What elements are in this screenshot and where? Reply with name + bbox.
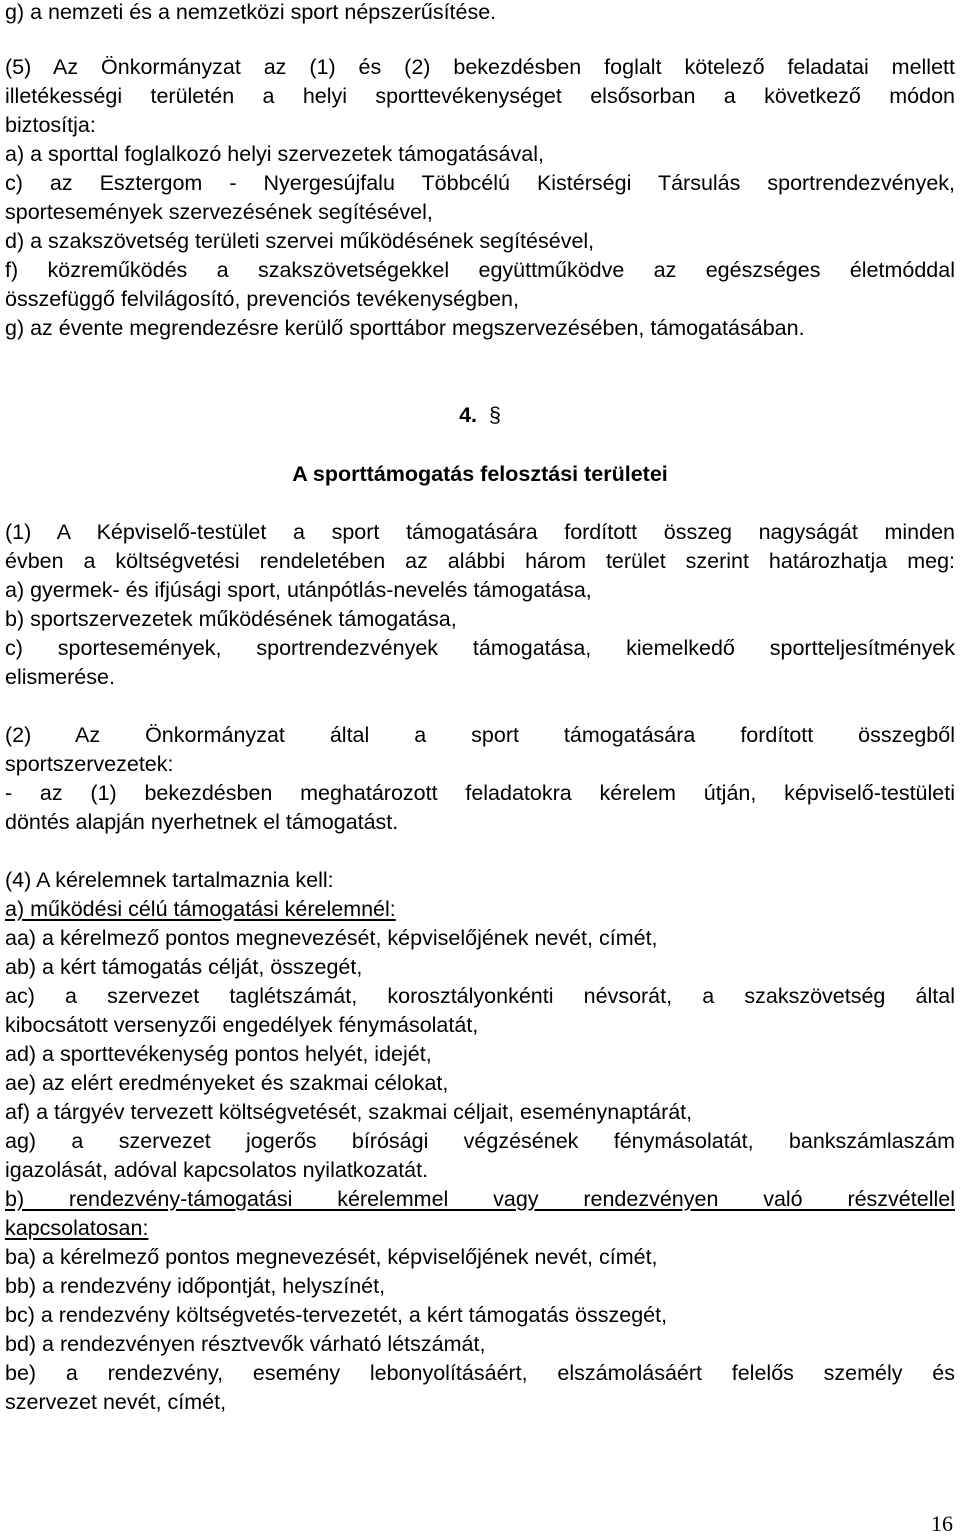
list-item: ba) a kérelmező pontos megnevezését, képviselőjének nevét, címét,: [5, 1245, 658, 1269]
subheading-underlined: kapcsolatosan:: [5, 1216, 149, 1240]
subheading-underlined: b) rendezvény-támogatási kérelemmel vagy rendezvényen való részvétellel: [5, 1187, 955, 1211]
paragraph-line: biztosítja:: [5, 113, 96, 137]
paragraph-line: g) a nemzeti és a nemzetközi sport népszerűsítése.: [5, 0, 497, 24]
list-item: c) az Esztergom - Nyergesújfalu Többcélú Kistérségi Társulás sportrendezvények,: [5, 171, 955, 195]
paragraph-line: kibocsátott versenyzői engedélyek fénymásolatát,: [5, 1013, 479, 1037]
list-item: aa) a kérelmező pontos megnevezését, képviselőjének nevét, címét,: [5, 926, 658, 950]
section-number: 4.: [459, 403, 477, 427]
paragraph-line: igazolását, adóval kapcsolatos nyilatkozatát.: [5, 1158, 429, 1182]
list-item: d) a szakszövetség területi szervei működésének segítésével,: [5, 229, 595, 253]
list-item: a) gyermek- és ifjúsági sport, utánpótlás-nevelés támogatása,: [5, 578, 592, 602]
paragraph-line: sportesemények szervezésének segítésével,: [5, 200, 433, 224]
section-heading: [5, 401, 955, 429]
page-number: 16: [931, 1511, 953, 1536]
paragraph-line: illetékességi területén a helyi sporttevékenységet elsősorban a következő módon: [5, 84, 955, 108]
list-item: af) a tárgyév tervezett költségvetését, szakmai céljait, eseménynaptárát,: [5, 1100, 693, 1124]
list-item: ad) a sporttevékenység pontos helyét, idejét,: [5, 1042, 432, 1066]
list-item: bc) a rendezvény költségvetés-tervezetét, a kért támogatás összegét,: [5, 1303, 668, 1327]
paragraph-line: (2) Az Önkormányzat által a sport támogatására fordított összegből: [5, 723, 955, 747]
list-item: f) közreműködés a szakszövetségekkel együttműködve az egészséges életmóddal: [5, 258, 955, 282]
paragraph-line: (4) A kérelemnek tartalmaznia kell:: [5, 868, 334, 892]
list-item: bb) a rendezvény időpontját, helyszínét,: [5, 1274, 386, 1298]
paragraph-line: szervezet nevét, címét,: [5, 1390, 227, 1414]
paragraph-line: elismerése.: [5, 665, 115, 689]
list-item: b) sportszervezetek működésének támogatása,: [5, 607, 457, 631]
paragraph-line: összefüggő felvilágosító, prevenciós tevékenységben,: [5, 287, 519, 311]
list-item: be) a rendezvény, esemény lebonyolításáért, elszámolásáért felelős személy és: [5, 1361, 955, 1385]
paragraph-line: (5) Az Önkormányzat az (1) és (2) bekezdésben foglalt kötelező feladatai mellett: [5, 55, 955, 79]
list-item: g) az évente megrendezésre kerülő sporttábor megszervezésében, támogatásában.: [5, 316, 805, 340]
list-item: ae) az elért eredményeket és szakmai célokat,: [5, 1071, 449, 1095]
list-item: ac) a szervezet taglétszámát, korosztályonkénti névsorát, a szakszövetség által: [5, 984, 955, 1008]
paragraph-line: (1) A Képviselő-testület a sport támogatására fordított összeg nagyságát minden: [5, 520, 955, 544]
list-item: bd) a rendezvényen résztvevők várható létszámát,: [5, 1332, 486, 1356]
section-sign-icon: §: [482, 403, 501, 427]
paragraph-line: - az (1) bekezdésben meghatározott feladatokra kérelem útján, képviselő-testületi: [5, 781, 955, 805]
list-item: c) sportesemények, sportrendezvények támogatása, kiemelkedő sportteljesítmények: [5, 636, 955, 660]
list-item: ag) a szervezet jogerős bírósági végzésének fénymásolatát, bankszámlaszám: [5, 1129, 955, 1153]
paragraph-line: évben a költségvetési rendeletében az alábbi három terület szerint határozhatja meg:: [5, 549, 955, 573]
list-item: ab) a kért támogatás célját, összegét,: [5, 955, 363, 979]
list-item: a) a sporttal foglalkozó helyi szervezetek támogatásával,: [5, 142, 544, 166]
section-title: A sporttámogatás felosztási területei: [292, 462, 668, 486]
paragraph-line: döntés alapján nyerhetnek el támogatást.: [5, 810, 399, 834]
paragraph-line: sportszervezetek:: [5, 752, 174, 776]
subheading-underlined: a) működési célú támogatási kérelemnél:: [5, 897, 396, 921]
